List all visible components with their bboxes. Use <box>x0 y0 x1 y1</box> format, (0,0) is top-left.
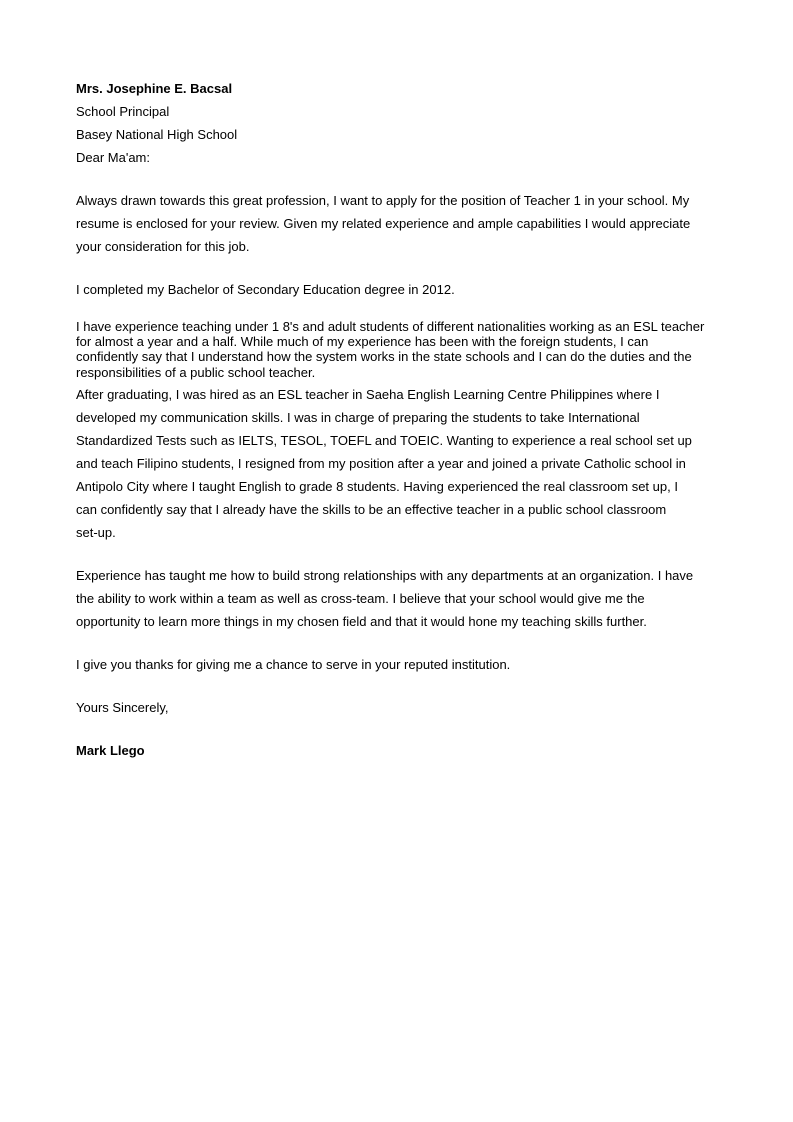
paragraph-3-line: responsibilities of a public school teacher. <box>76 364 316 380</box>
paragraph-1-line: Always drawn towards this great profession, I want to apply for the position of Teacher 1 in your school. My <box>76 193 690 208</box>
paragraph-3-line: confidently say that I understand how the system works in the state schools and I can do the duties and the <box>76 349 692 365</box>
paragraph-5-line: Experience has taught me how to build strong relationships with any departments at an organization. I have <box>76 568 694 583</box>
recipient-title: School Principal <box>76 104 170 119</box>
paragraph-5-line: the ability to work within a team as well as cross-team. I believe that your school would give me the <box>76 591 645 606</box>
paragraph-3-line: I have experience teaching under 1 8's and adult students of different nationalities working as an ESL teacher <box>76 319 705 334</box>
paragraph-4-line: can confidently say that I already have the skills to be an effective teacher in a public school classroom <box>76 502 667 517</box>
recipient-school: Basey National High School <box>76 127 238 142</box>
paragraph-6: I give you thanks for giving me a chance to serve in your reputed institution. <box>76 657 511 672</box>
recipient-name: Mrs. Josephine E. Bacsal <box>76 81 233 96</box>
paragraph-5-line: opportunity to learn more things in my chosen field and that it would hone my teaching skills further. <box>76 614 647 629</box>
paragraph-3-line: for almost a year and a half. While much of my experience has been with the foreign students, I can <box>76 334 649 350</box>
paragraph-1-line: your consideration for this job. <box>76 239 250 254</box>
closing: Yours Sincerely, <box>76 700 169 715</box>
salutation: Dear Ma'am: <box>76 150 151 165</box>
paragraph-4-line: set-up. <box>76 525 116 540</box>
paragraph-1-line: resume is enclosed for your review. Given my related experience and ample capabilities I would appreciate <box>76 216 691 231</box>
paragraph-4-line: and teach Filipino students, I resigned from my position after a year and joined a private Catholic school in <box>76 456 686 471</box>
paragraph-2: I completed my Bachelor of Secondary Education degree in 2012. <box>76 282 455 297</box>
paragraph-3 <box>76 319 716 380</box>
paragraph-4-line: After graduating, I was hired as an ESL teacher in Saeha English Learning Centre Philippines where I <box>76 387 660 402</box>
paragraph-4-line: Antipolo City where I taught English to grade 8 students. Having experienced the real classroom set up, I <box>76 479 678 494</box>
paragraph-4-line: developed my communication skills. I was in charge of preparing the students to take International <box>76 410 640 425</box>
paragraph-4-line: Standardized Tests such as IELTS, TESOL, TOEFL and TOEIC. Wanting to experience a real school set up <box>76 433 692 448</box>
signature-name: Mark Llego <box>76 743 145 758</box>
